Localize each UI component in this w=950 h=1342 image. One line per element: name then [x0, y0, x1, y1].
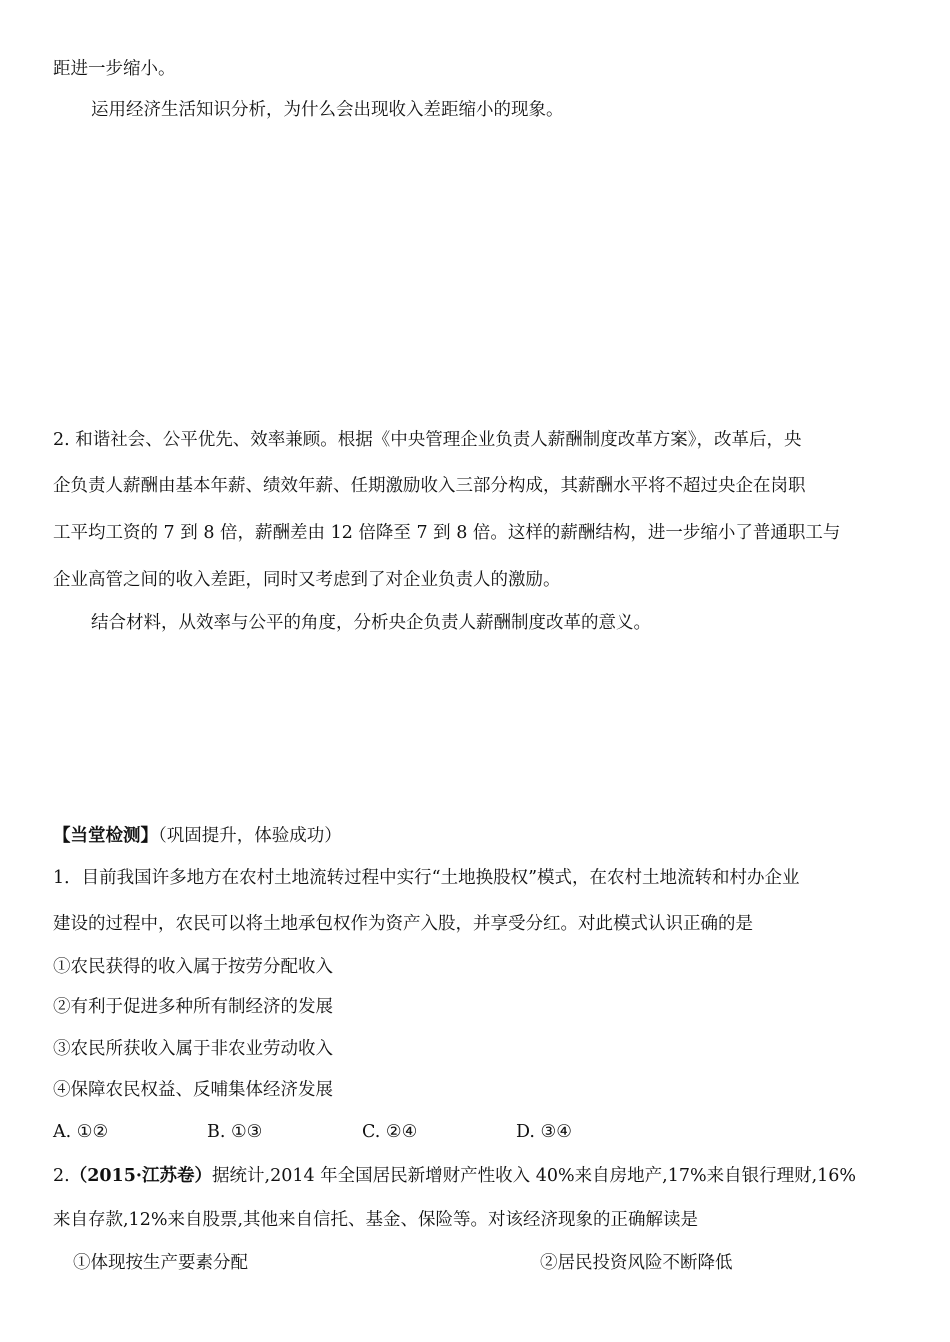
q2-line-1: [53, 1164, 856, 1188]
material2-line-4: 企业高管之间的收入差距，同时又考虑到了对企业负责人的激励。: [53, 570, 561, 590]
q2-number: 2.: [53, 1166, 70, 1186]
q1-line-1: 1．目前我国许多地方在农村土地流转过程中实行“土地换股权”模式，在农村土地流转和村办企业: [53, 868, 800, 888]
check-heading: [53, 824, 342, 848]
material2-question: 结合材料，从效率与公平的角度，分析央企负责人薪酬制度改革的意义。: [91, 613, 651, 633]
q1-line-2: 建设的过程中，农民可以将土地承包权作为资产入股，并享受分红。对此模式认识正确的是: [53, 914, 753, 934]
q1-item-2: ②有利于促进多种所有制经济的发展: [53, 997, 333, 1017]
q1-option-a: A. ①②: [53, 1122, 109, 1142]
material2-line-1: 2. 和谐社会、公平优先、效率兼顾。根据《中央管理企业负责人薪酬制度改革方案》，改革后，央: [53, 430, 802, 450]
q1-item-1: ①农民获得的收入属于按劳分配收入: [53, 957, 333, 977]
material2-line-2: 企负责人薪酬由基本年薪、绩效年薪、任期激励收入三部分构成，其薪酬水平将不超过央企在岗职: [53, 476, 806, 496]
q2-item-2: ②居民投资风险不断降低: [540, 1253, 733, 1273]
material2-line-3: 工平均工资的 7 到 8 倍，薪酬差由 12 倍降至 7 到 8 倍。这样的薪酬结构，进一步缩小了普通职工与: [53, 523, 841, 543]
q2-line-1-text: 据统计,2014 年全国居民新增财产性收入 40%来自房地产,17%来自银行理财,16%: [212, 1166, 857, 1186]
q2-line-2: 来自存款,12%来自股票,其他来自信托、基金、保险等。对该经济现象的正确解读是: [53, 1210, 699, 1230]
material1-question: 运用经济生活知识分析，为什么会出现收入差距缩小的现象。: [91, 100, 564, 120]
material1-tail: 距进一步缩小。: [53, 59, 176, 79]
q1-option-d: D. ③④: [516, 1122, 572, 1142]
q1-option-b: B. ①③: [207, 1122, 263, 1142]
check-subtitle: （巩固提升，体验成功）: [158, 826, 342, 846]
q1-item-3: ③农民所获收入属于非农业劳动收入: [53, 1039, 333, 1059]
q1-item-4: ④保障农民权益、反哺集体经济发展: [53, 1080, 333, 1100]
q2-source: （2015·江苏卷）: [69, 1166, 213, 1186]
q1-option-c: C. ②④: [362, 1122, 418, 1142]
q2-item-1: ①体现按生产要素分配: [73, 1253, 248, 1273]
check-title: 【当堂检测】: [53, 826, 158, 846]
